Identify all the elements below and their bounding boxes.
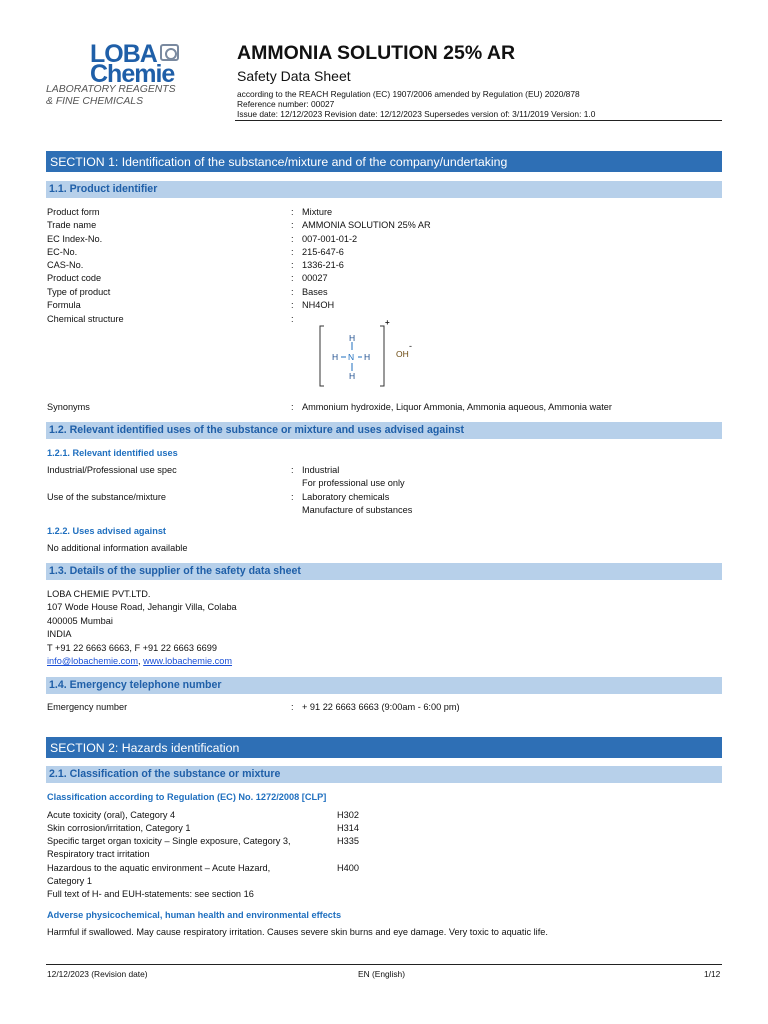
trade-name-label: Trade name (47, 220, 97, 230)
colon: : (291, 702, 294, 712)
synonyms-label: Synonyms (47, 402, 90, 412)
document-title: AMMONIA SOLUTION 25% AR (237, 42, 516, 64)
charge-plus: + (385, 318, 390, 327)
synonyms-value: Ammonium hydroxide, Liquor Ammonia, Ammonia aqueous, Ammonia water (302, 402, 612, 412)
hazard-class-text-cont: Category 1 (47, 876, 92, 886)
logo-mark-icon (160, 44, 179, 61)
use-spec-label: Industrial/Professional use spec (47, 465, 177, 475)
product-code-label: Product code (47, 273, 102, 283)
ec-no-label: EC-No. (47, 247, 78, 257)
product-form-value: Mixture (302, 207, 333, 217)
logo-text-loba: LOBA (90, 40, 157, 68)
colon: : (291, 234, 294, 244)
ec-index-value: 007-001-01-2 (302, 234, 358, 244)
hazard-class-text: Hazardous to the aquatic environment – Acute Hazard, (47, 863, 271, 873)
hazard-code: H335 (337, 836, 359, 846)
company-logo (46, 40, 186, 110)
colon: : (291, 207, 294, 217)
hazard-code: H314 (337, 823, 359, 833)
colon: : (291, 220, 294, 230)
chemical-structure-diagram (318, 318, 428, 390)
full-text-reference: Full text of H- and EUH-statements: see section 16 (47, 889, 254, 899)
colon: : (291, 287, 294, 297)
issue-revision-line: Issue date: 12/12/2023 Revision date: 12/12/2023 Supersedes version of: 3/11/2019 Version: 1.0 (237, 109, 596, 119)
right-bracket (380, 326, 384, 386)
reference-number: Reference number: 00027 (237, 99, 335, 109)
use-of-substance-value-2: Manufacture of substances (302, 505, 413, 515)
use-of-substance-label: Use of the substance/mixture (47, 492, 166, 502)
atom-h-bottom: H (349, 371, 356, 381)
website-link[interactable]: www.lobachemie.com (143, 656, 233, 666)
colon: : (291, 247, 294, 257)
logo-tagline-1: LABORATORY REAGENTS (46, 84, 176, 95)
adverse-effects-text: Harmful if swallowed. May cause respiratory irritation. Causes severe skin burns and eye damage. Very toxic to aquatic life. (47, 927, 548, 937)
footer-language: EN (English) (358, 969, 406, 979)
type-of-product-label: Type of product (47, 287, 111, 297)
subsection-1-1-header: 1.1. Product identifier (46, 181, 722, 198)
hazard-class-text-cont: Respiratory tract irritation (47, 849, 150, 859)
hazard-code: H302 (337, 810, 359, 820)
emergency-number-label: Emergency number (47, 702, 128, 712)
atom-h-left: H (332, 352, 339, 362)
atom-n: N (348, 352, 355, 362)
supplier-name: LOBA CHEMIE PVT.LTD. (47, 589, 151, 599)
subsection-1-2-2-heading: 1.2.2. Uses advised against (47, 526, 166, 536)
supplier-address: 107 Wode House Road, Jehangir Villa, Colaba (47, 602, 237, 612)
trade-name-value: AMMONIA SOLUTION 25% AR (302, 220, 431, 230)
footer-divider (46, 964, 722, 965)
colon: : (291, 402, 294, 412)
hydroxide-oh: OH (396, 349, 409, 359)
cas-no-value: 1336-21-6 (302, 260, 344, 270)
type-of-product-value: Bases (302, 287, 328, 297)
chemical-structure-label: Chemical structure (47, 314, 124, 324)
hazard-class-text: Acute toxicity (oral), Category 4 (47, 810, 176, 820)
ec-no-value: 215-647-6 (302, 247, 344, 257)
header-divider (235, 120, 722, 121)
hazard-class-text: Specific target organ toxicity – Single exposure, Category 3, (47, 836, 291, 846)
colon: : (291, 314, 294, 324)
supplier-phone-fax: T +91 22 6663 6663, F +91 22 6663 6699 (47, 643, 217, 653)
subsection-2-1-header: 2.1. Classification of the substance or mixture (46, 766, 722, 783)
subsection-1-4-header: 1.4. Emergency telephone number (46, 677, 722, 694)
emergency-number-value: + 91 22 6663 6663 (9:00am - 6:00 pm) (302, 702, 460, 712)
uses-advised-against-text: No additional information available (47, 543, 188, 553)
formula-value: NH4OH (302, 300, 335, 310)
supplier-city: 400005 Mumbai (47, 616, 113, 626)
use-spec-value-2: For professional use only (302, 478, 405, 488)
link-separator: , (138, 656, 144, 666)
charge-minus: - (409, 341, 412, 351)
colon: : (291, 300, 294, 310)
email-link[interactable]: info@lobachemie.com (47, 656, 139, 666)
supplier-country: INDIA (47, 629, 72, 639)
cas-no-label: CAS-No. (47, 260, 84, 270)
document-subtitle: Safety Data Sheet (237, 68, 351, 84)
logo-tagline-2: & FINE CHEMICALS (46, 96, 143, 107)
product-code-value: 00027 (302, 273, 328, 283)
colon: : (291, 260, 294, 270)
subsection-1-2-header: 1.2. Relevant identified uses of the substance or mixture and uses advised against (46, 422, 722, 439)
regulation-line: according to the REACH Regulation (EC) 1907/2006 amended by Regulation (EU) 2020/878 (237, 89, 580, 99)
footer-page-number: 1/12 (704, 969, 721, 979)
section-1-header: SECTION 1: Identification of the substance/mixture and of the company/undertaking (46, 151, 722, 172)
hazard-code: H400 (337, 863, 359, 873)
formula-label: Formula (47, 300, 81, 310)
atom-h-top: H (349, 333, 356, 343)
use-of-substance-value-1: Laboratory chemicals (302, 492, 390, 502)
use-spec-value-1: Industrial (302, 465, 340, 475)
subsection-1-2-1-heading: 1.2.1. Relevant identified uses (47, 448, 178, 458)
adverse-effects-heading: Adverse physicochemical, human health and environmental effects (47, 910, 342, 920)
colon: : (291, 492, 294, 502)
hazard-class-text: Skin corrosion/irritation, Category 1 (47, 823, 191, 833)
footer-revision-date: 12/12/2023 (Revision date) (47, 969, 148, 979)
colon: : (291, 273, 294, 283)
atom-h-right: H (364, 352, 371, 362)
logo-text-chemie: Chemie (90, 60, 175, 88)
supplier-contact-links (47, 656, 232, 666)
clp-classification-heading: Classification according to Regulation (EC) No. 1272/2008 [CLP] (47, 792, 327, 802)
subsection-1-3-header: 1.3. Details of the supplier of the safety data sheet (46, 563, 722, 580)
section-2-header: SECTION 2: Hazards identification (46, 737, 722, 758)
colon: : (291, 465, 294, 475)
ec-index-label: EC Index-No. (47, 234, 103, 244)
left-bracket (320, 326, 324, 386)
product-form-label: Product form (47, 207, 100, 217)
